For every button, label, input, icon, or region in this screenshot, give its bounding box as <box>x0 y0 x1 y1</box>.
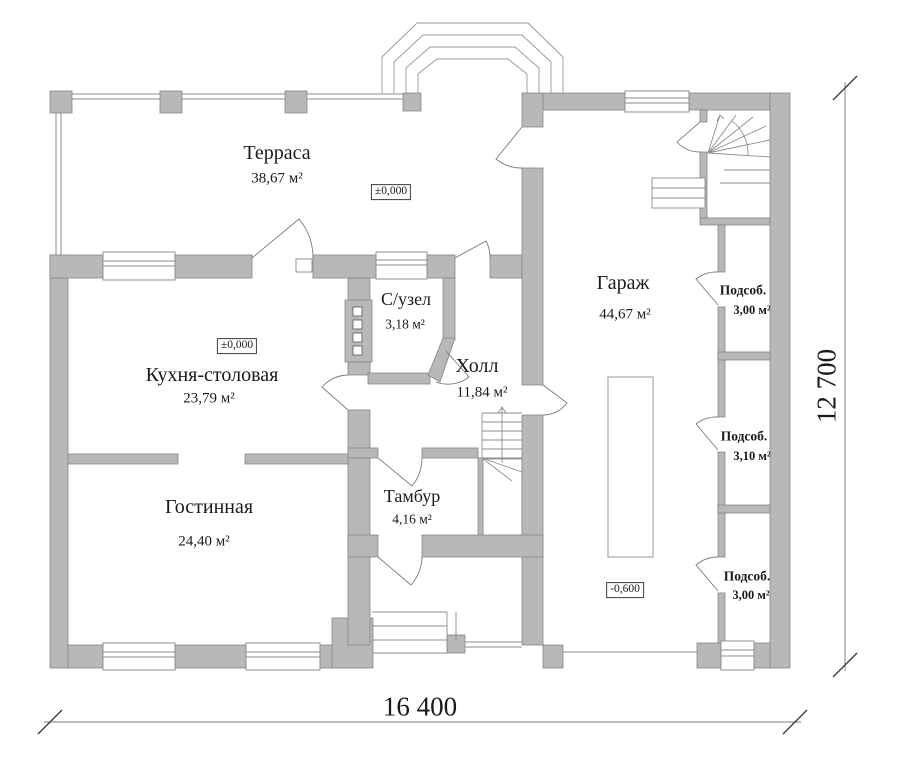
room-area-vestibule: 4,16 м² <box>392 511 432 527</box>
room-area-utility-1: 3,00 м² <box>733 302 771 317</box>
wall-top-garage <box>543 93 627 110</box>
wall-stair-room <box>700 110 707 122</box>
vent-shaft <box>345 300 372 362</box>
wall-utility <box>718 593 725 643</box>
railing-post <box>160 91 182 113</box>
room-name-terrace: Терраса <box>243 142 311 164</box>
wall-left-outer <box>50 255 68 668</box>
elevation-mark-garage: -0,600 <box>606 582 644 598</box>
hall-staircase <box>482 407 522 535</box>
room-area-kitchen: 23,79 м² <box>183 390 235 407</box>
winder-staircase <box>708 115 770 183</box>
room-name-vestibule: Тамбур <box>383 486 441 506</box>
room-area-bathroom: 3,18 м² <box>385 316 425 332</box>
door-stair-room <box>677 122 700 152</box>
door-vestibule-inner <box>378 458 422 486</box>
wall-kitchen-hall <box>348 410 370 645</box>
wall-top-house <box>425 255 455 278</box>
wall-utility <box>718 452 725 557</box>
garage-steps <box>652 178 705 208</box>
room-name-utility-3: Подсоб. <box>723 568 771 584</box>
room-area-hall: 11,84 м² <box>456 384 508 401</box>
wall-vestibule-top <box>348 448 378 458</box>
door-kitchen <box>322 375 348 410</box>
elevation-mark-terrace: ±0,000 <box>371 184 411 200</box>
wall-utility-partition <box>718 352 770 360</box>
step <box>652 188 705 198</box>
railing-post <box>50 91 72 113</box>
room-area-utility-2: 3,10 м² <box>733 448 771 463</box>
vent-duct <box>353 346 362 355</box>
terrace-railing <box>50 91 421 255</box>
door-vestibule-outer <box>378 557 422 585</box>
room-name-living: Гостинная <box>164 496 254 518</box>
stair-tread <box>708 140 770 153</box>
wall-bottom-right <box>752 643 770 668</box>
dimension-vertical: 12 700 <box>811 348 842 424</box>
door-hall-entrance <box>455 241 490 258</box>
wall-landing-left <box>478 458 483 535</box>
vent-duct <box>353 333 362 342</box>
stair-tread <box>708 115 720 153</box>
canopy-outline <box>406 47 539 93</box>
wall-garage-left <box>522 93 543 127</box>
wall-bottom <box>173 645 248 668</box>
room-name-kitchen: Кухня-столовая <box>145 364 279 386</box>
wall-bathroom-chamfer <box>428 338 455 382</box>
room-area-living: 24,40 м² <box>178 533 230 550</box>
railing-post <box>285 91 307 113</box>
wall-garage-foot <box>543 645 563 668</box>
terrace-door-step <box>296 259 312 272</box>
stair-winder <box>482 458 512 481</box>
door-utility-1 <box>696 272 718 305</box>
wall-vestibule-top <box>422 448 478 458</box>
wall-top-house <box>50 255 105 278</box>
step <box>652 198 705 208</box>
stair-tread <box>708 153 770 157</box>
wall-utility <box>718 307 725 417</box>
vent-duct <box>353 307 362 316</box>
elevation-mark-kitchen: ±0,000 <box>217 338 257 354</box>
dimension-horizontal: 16 400 <box>382 691 458 722</box>
wall-vestibule-bottom <box>422 535 543 557</box>
entrance-canopy <box>382 23 563 93</box>
wall-bottom <box>68 645 105 668</box>
wall-garage-left <box>522 168 543 385</box>
door-front <box>496 127 522 168</box>
wall-top-house <box>313 255 378 278</box>
canopy-outline <box>418 59 527 93</box>
porch-steps <box>372 612 522 653</box>
wall-utility <box>718 225 725 272</box>
wall-top-house <box>173 255 252 278</box>
door-hall-garage <box>543 385 567 415</box>
wall-bathroom-right <box>443 278 455 340</box>
wall-right-outer <box>770 93 790 668</box>
room-name-utility-2: Подсоб. <box>720 428 768 444</box>
wall-top-garage <box>687 93 770 110</box>
wall-kitchen-living <box>68 454 178 464</box>
vent-duct <box>353 320 362 329</box>
wall-bottom-right <box>697 643 723 668</box>
window-garage <box>625 91 689 112</box>
door-terrace <box>252 219 313 258</box>
wall-kitchen-living <box>245 454 348 464</box>
door-utility-2 <box>696 417 718 450</box>
room-name-hall: Холл <box>455 355 499 377</box>
step <box>652 178 705 188</box>
wall-utility-partition <box>718 505 770 513</box>
canopy-outline <box>382 23 563 93</box>
room-area-garage: 44,67 м² <box>599 306 651 323</box>
room-name-bathroom: С/узел <box>380 289 432 309</box>
door-utility-3 <box>696 557 718 591</box>
car-space-outline <box>608 377 653 557</box>
wall-stair-room-bottom <box>700 218 770 225</box>
railing-post <box>403 93 421 111</box>
wall-vestibule-bottom <box>348 535 378 557</box>
room-area-terrace: 38,67 м² <box>251 170 303 187</box>
wall-garage-left <box>522 415 543 645</box>
room-name-garage: Гараж <box>596 272 650 294</box>
room-name-utility-1: Подсоб. <box>719 282 767 298</box>
wall-top-house <box>490 255 522 278</box>
wall-bathroom-bottom <box>368 373 430 384</box>
room-area-utility-3: 3,00 м² <box>732 587 770 602</box>
